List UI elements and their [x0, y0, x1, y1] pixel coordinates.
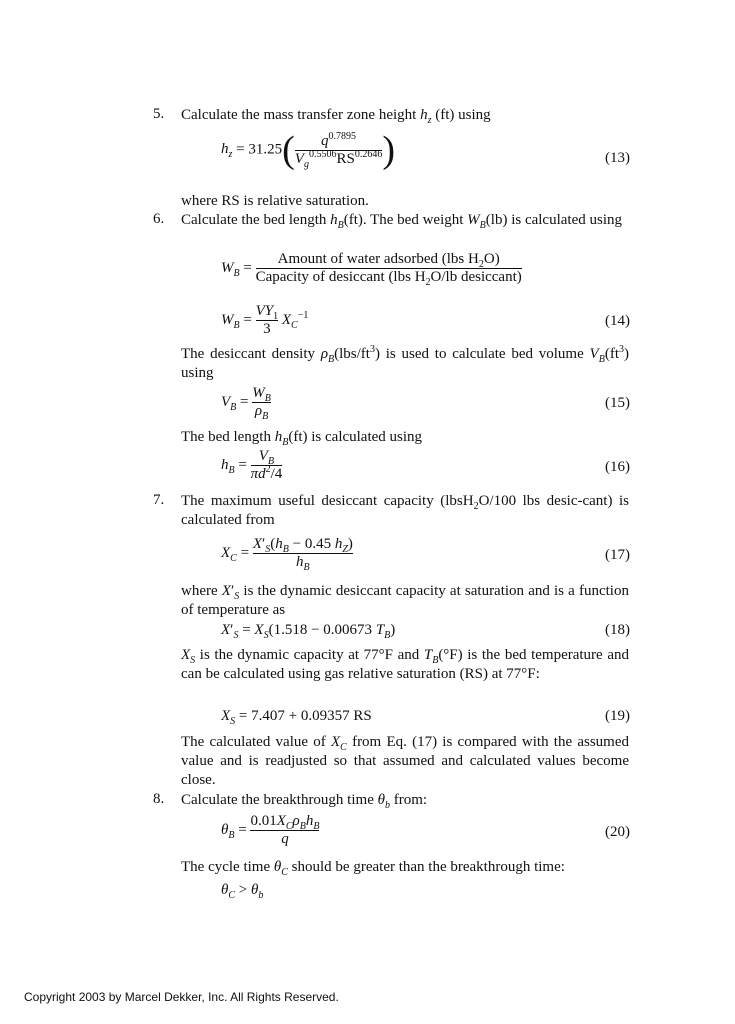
item-6-lead: Calculate the bed length [181, 212, 327, 228]
item-number-8: 8. [153, 791, 165, 807]
item-7-lead: The maximum useful desiccant capacity [181, 493, 434, 509]
density-lead: The desiccant density [181, 346, 316, 362]
comparison-lead: The calculated value of [181, 734, 326, 750]
equation-number-13: (13) [605, 150, 630, 166]
cycle-time-lead: The cycle time [181, 859, 271, 875]
equation-number-14: (14) [605, 313, 630, 329]
equation-18: $X'_S = X_S(1.518 - 0.00673$ $T_B$) [221, 622, 396, 641]
copyright-footer: Copyright 2003 by Marcel Dekker, Inc. All Rights Reserved. [24, 990, 339, 1004]
where-rs-text: where RS is relative saturation. [181, 193, 369, 209]
item-5-text: Calculate the mass transfer zone height $h_z$ (ft) using [181, 107, 491, 126]
bed-length-paragraph: The bed length $h_B(ft)$ is calculated using [181, 429, 423, 448]
item-number-7: 7. [153, 492, 165, 508]
equation-number-18: (18) [605, 622, 630, 638]
equation-15: $V_B$ = $\frac{W_B}{\rho_B}$ [221, 385, 271, 422]
equation-14: $W_B$ = $\frac{VY_1}{3}$ $X_C^{-1}$ [221, 303, 309, 337]
density-paragraph: The desiccant density $\rho_B(lbs/ft^3)$ is used to calculate bed volume $V_B(ft^3)$ using [181, 344, 629, 381]
cycle-time-inequality: $\theta_C > \theta_b$ [221, 882, 264, 901]
bed-length-lead: The bed length [181, 429, 271, 445]
equation-number-20: (20) [605, 824, 630, 840]
comparison-paragraph: The calculated value of $X_C$ from Eq. (17) is compared with the assumed value and is readjusted so that assumed and calculated values become close. [181, 734, 629, 788]
xs-prime-paragraph: where $X'_S$ is the dynamic desiccant capacity at saturation and is a function of temperature as [181, 583, 629, 618]
item-number-6: 6. [153, 211, 165, 227]
equation-number-15: (15) [605, 395, 630, 411]
item-number-5: 5. [153, 106, 165, 122]
equation-number-19: (19) [605, 708, 630, 724]
equation-19: $X_S = 7.407 + 0.09357$ RS [221, 708, 372, 727]
cycle-time-paragraph: The cycle time $\theta_C$ should be greater than the breakthrough time: [181, 859, 565, 878]
equation-number-16: (16) [605, 459, 630, 475]
item-5-lead: Calculate the mass transfer zone height [181, 107, 417, 123]
equation-number-17: (17) [605, 547, 630, 563]
item-8-lead: Calculate the breakthrough time [181, 792, 374, 808]
equation-16: $h_B$ = $\frac{V_B}{\pi d^2/4}$ [221, 448, 283, 482]
item-7-text: The maximum useful desiccant capacity (lbsH$_2$O/100 lbs desic-cant) is calculated from [181, 493, 629, 528]
equation-17: $X_C$ = $\frac{X'_S(h_B - 0.45 h_Z)}{h_B}$ [221, 536, 353, 573]
item-6-text: Calculate the bed length $h_B(ft)$. The bed weight $W_B(lb)$ is calculated using [181, 212, 622, 231]
item-8-text: Calculate the breakthrough time $\theta_b$ from: [181, 792, 428, 811]
equation-13: $h_z = 31.25$( $\frac{q^{0.7895}}{V_g^{0.5506}RS^{0.2646}}$ ) [221, 129, 395, 171]
equation-wb-definition: $W_B$ = $\frac{Amount of water adsorbed (lbs H_2O)}{Capacity of desiccant (lbs H_2O/lb desiccant)}$ [221, 251, 522, 288]
equation-20: $\theta_B$ = $\frac{0.01X_C\rho_Bh_B}{q}$ [221, 813, 320, 847]
xs-paragraph: $X_S$ is the dynamic capacity at 77°F and $T_B(^\circ F)$ is the bed temperature and can be calculated using gas relative saturation (RS) at 77°F: [181, 647, 629, 682]
